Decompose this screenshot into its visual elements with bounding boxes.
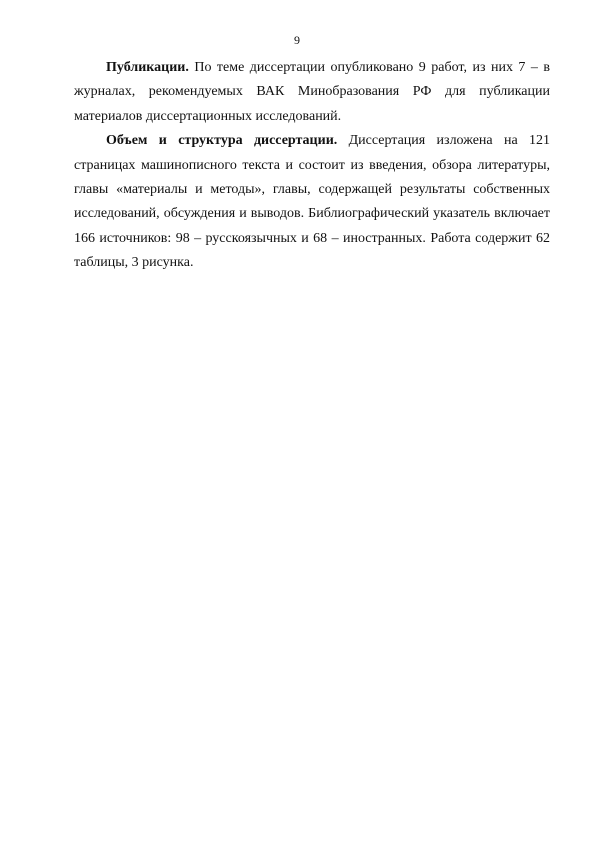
paragraph-structure	[74, 129, 550, 275]
paragraph-text-publications: По теме диссертации опубликовано 9 работ, из них 7 – в журналах, рекомендуемых ВАК Минобразования РФ для публикации материалов диссертационных исследований.	[74, 60, 550, 124]
page-number: 9	[294, 33, 300, 47]
document-body	[74, 56, 550, 276]
paragraph-heading-structure: Объем и структура диссертации.	[106, 133, 338, 149]
paragraph-heading-publications: Публикации.	[106, 60, 189, 75]
paragraph-publications	[74, 56, 550, 129]
paragraph-text-structure: Диссертация изложена на 121 страницах машинописного текста и состоит из введения, обзора литературы, главы «материалы и методы», главы, содержащей результаты собственных исследований, обсуждения и выводов. Библиографический указатель включает 166 источников: 98 – русскоязычных и 68 – иностранных. Работа содержит 62 таблицы, 3 рисунка.	[74, 133, 550, 271]
